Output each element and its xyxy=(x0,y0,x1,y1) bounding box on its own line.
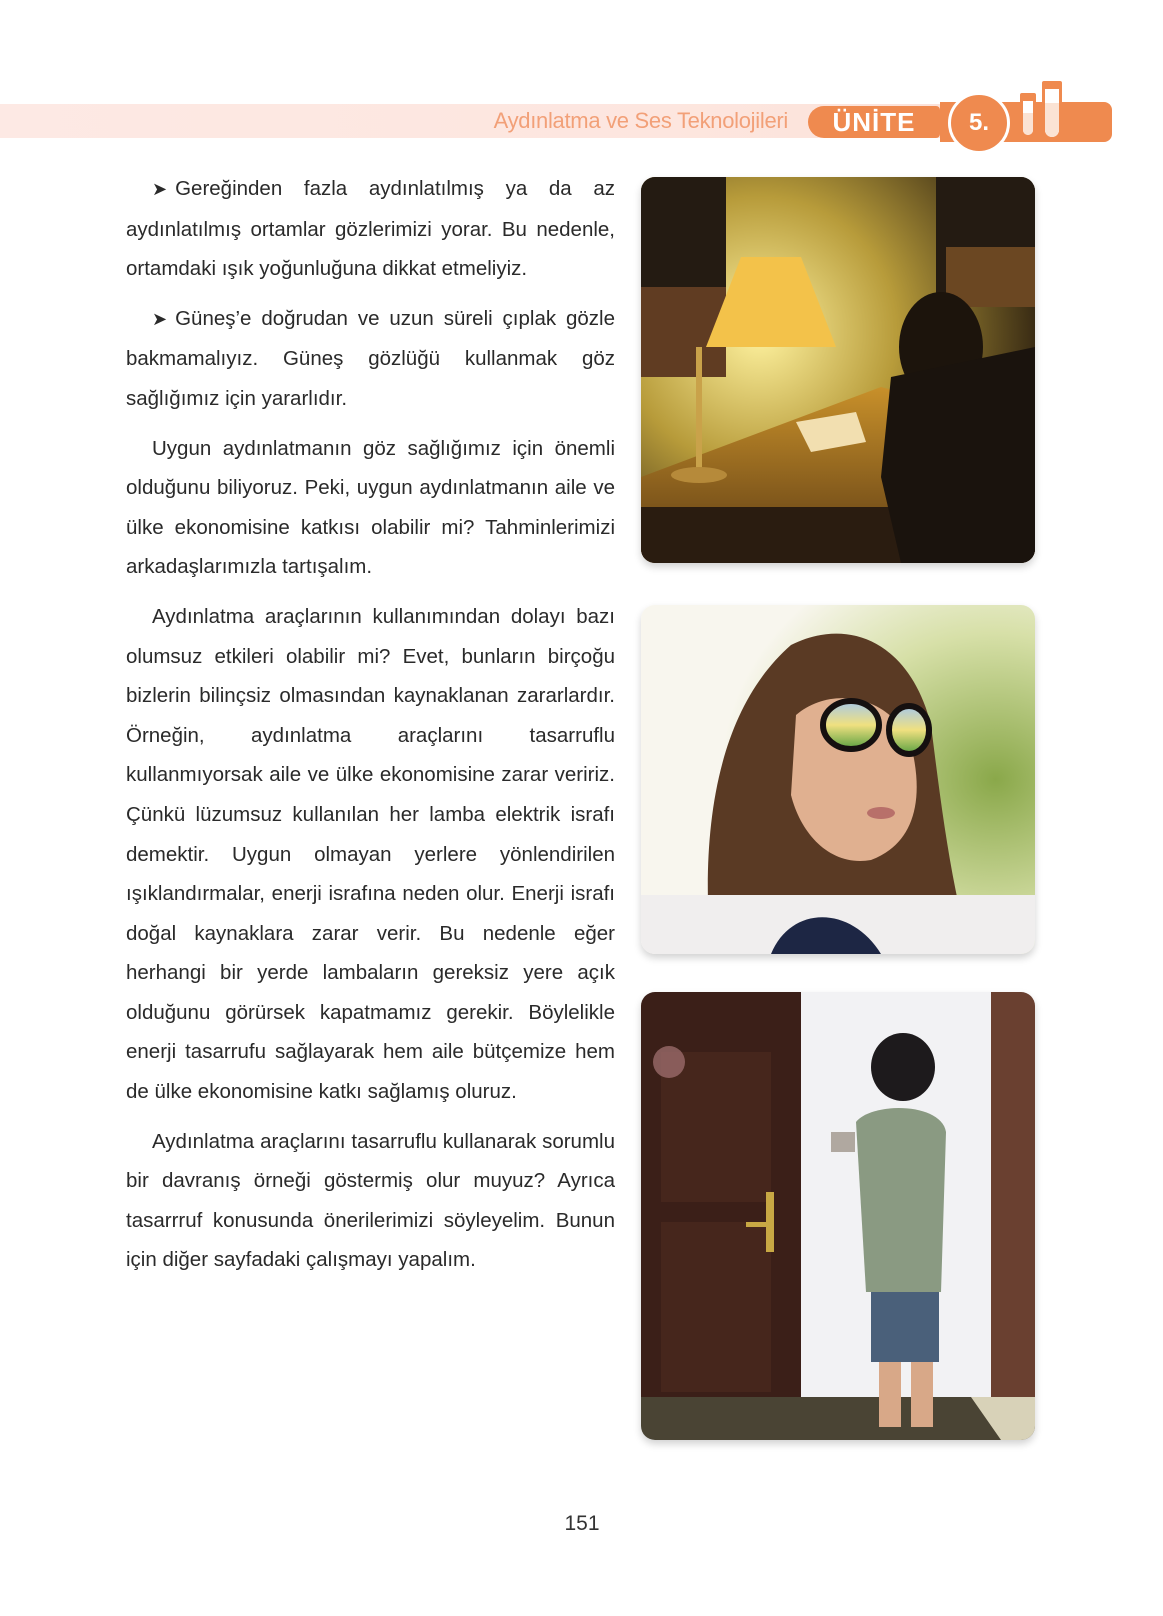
body-text-column xyxy=(126,169,615,1290)
paragraph-3: Uygun aydınlatmanın göz sağlığımız için önemli olduğunu biliyoruz. Peki, uygun aydınlatmanın aile ve ülke ekonomisine katkısı olabilir mi? Tahminlerimizi arkadaşlarımızla tartışalım. xyxy=(126,436,615,579)
page-number: 151 xyxy=(564,1512,600,1535)
arrow-bullet-icon: ➤ xyxy=(152,179,168,199)
paragraph-4: Aydınlatma araçlarının kullanımından dolayı bazı olumsuz etkileri olabilir mi? Evet, bunların birçoğu bizlerin bilinçsiz olmasından kaynaklanan zararlardır. Örneğin, aydınlatma araçlarını tasarruflu kullanmıyorsak aile ve ülke ekonomisine zarar veririz. Çünkü lüzumsuz kullanılan her lamba elektrik israfı demektir. Uygun olmayan yerlere yönlendirilen ışıklandırmalar, enerji israfına neden olur. Enerji israfı doğal kaynaklara zarar verir. Bu nedenle eğer herhangi bir yerde lambaların gereksiz yere açık olduğunu görürsek kapatmamız gerekir. Böylelikle enerji tasarrufu sağlayarak hem aile bütçemize hem de ülke ekonomisine katkı sağlamış oluruz. xyxy=(126,604,615,1104)
paragraph-5: Aydınlatma araçlarını tasarruflu kullanarak sorumlu bir davranış örneği göstermiş olur muyuz? Ayrıca tasarrruf konusunda önerilerimizi söyleyelim. Bunun için diğer sayfadaki çalışmayı yapalım. xyxy=(126,1129,615,1272)
chapter-title: Aydınlatma ve Ses Teknolojileri xyxy=(493,108,788,133)
photo-reading-under-desk-lamp xyxy=(641,177,1035,563)
unit-number: 5. xyxy=(968,109,989,136)
unit-number-badge xyxy=(948,92,1010,154)
bullet-paragraph-1: ➤ Gereğinden fazla aydınlatılmış ya da az aydınlatılmış ortamlar gözlerimizi yorar. Bu nedenle, ortamdaki ışık yoğunluğuna dikkat etmeliyiz. xyxy=(126,169,615,289)
photo-woman-with-sunglasses xyxy=(641,605,1035,954)
arrow-bullet-icon: ➤ xyxy=(152,308,168,329)
test-tube-small-icon xyxy=(1020,98,1036,138)
bullet-paragraph-2: ➤ Güneş’e doğrudan ve uzun süreli çıplak gözle bakmamalıyız. Güneş gözlüğü kullanmak göz sağlığımız için yararlıdır. xyxy=(126,299,615,419)
test-tube-large-icon xyxy=(1042,86,1062,140)
unit-label-badge xyxy=(808,106,940,138)
unit-label: ÜNİTE xyxy=(832,106,916,137)
photo-boy-turning-off-light-switch xyxy=(641,992,1035,1440)
